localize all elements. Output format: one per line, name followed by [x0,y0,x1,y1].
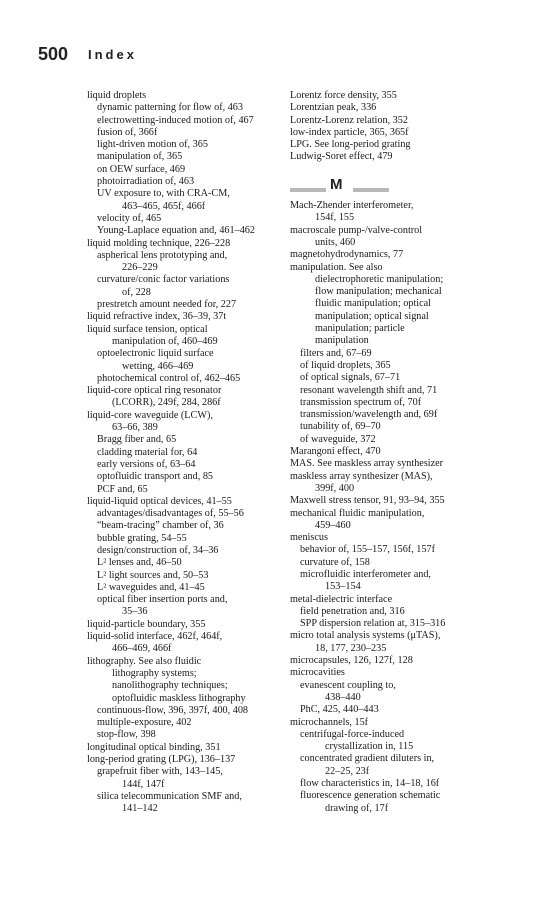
index-subentry: 22–25, 23f [325,765,370,777]
index-subentry: drawing of, 17f [325,802,389,814]
section-rule-left [290,188,326,192]
index-entries-m [290,200,505,815]
index-entry: liquid-particle boundary, 355 [87,618,206,630]
index-subentry: lithography systems; [112,667,197,679]
index-subentry: field penetration and, 316 [300,605,405,617]
index-subentry: fluidic manipulation; optical [315,298,431,310]
index-entry: liquid surface tension, optical [87,323,208,335]
index-subentry: optical fiber insertion ports and, [97,594,228,606]
index-subentry: 399f, 400 [315,482,355,494]
index-subentry: 153–154 [325,581,361,593]
index-subentry: photoirradiation of, 463 [97,176,195,188]
index-entry: magnetohydrodynamics, 77 [290,249,404,261]
index-subentry: 154f, 155 [315,212,355,224]
index-subentry: multiple-exposure, 402 [97,717,192,729]
index-subentry: manipulation [315,335,369,347]
index-entries-l-continued [290,90,505,164]
index-subentry: manipulation of, 460–469 [112,335,218,347]
index-entry: macroscale pump-/valve-control [290,224,423,236]
index-subentry: on OEW surface, 469 [97,163,186,175]
index-subentry: 466–469, 466f [112,643,172,655]
index-subentry: of liquid droplets, 365 [300,359,391,371]
index-subentry: UV exposure to, with CRA-CM, [97,188,230,200]
index-subentry: tunability of, 69–70 [300,421,381,433]
index-entry: Mach-Zhender interferometer, [290,200,414,212]
index-subentry: centrifugal-force-induced [300,728,405,740]
index-subentry: 144f, 147f [122,778,165,790]
index-entry: mechanical fluidic manipulation, [290,507,425,519]
index-entry: microcapsules, 126, 127f, 128 [290,655,413,667]
index-subentry: microfluidic interferometer and, [300,568,431,580]
index-subentry: bubble grating, 54–55 [97,532,187,544]
index-entry: Lorentzian peak, 336 [290,102,377,114]
index-subentry: of optical signals, 67–71 [300,372,401,384]
index-entry: MAS. See maskless array synthesizer [290,458,444,470]
index-subentry: prestretch amount needed for, 227 [97,299,237,311]
index-subentry: 226–229 [122,262,158,274]
index-subentry: behavior of, 155–157, 156f, 157f [300,544,435,556]
page-number: 500 [38,44,69,64]
section-heading [290,176,505,198]
index-subentry: L² lenses and, 46–50 [97,557,182,569]
index-subentry: fluorescence generation schematic [300,790,441,802]
index-subentry: grapefruit fiber with, 143–145, [97,766,223,778]
index-subentry: manipulation; particle [315,323,405,335]
index-subentry: manipulation; optical signal [315,310,429,322]
index-subentry: electrowetting-induced motion of, 467 [97,114,254,126]
index-subentry: nanolithography techniques; [112,680,228,692]
index-subentry: silica telecommunication SMF and, [97,790,242,802]
section-spacer [290,164,505,176]
index-subentry: 459–460 [315,519,351,531]
index-subentry: dynamic patterning for flow of, 463 [97,102,243,114]
index-subentry: photochemical control of, 462–465 [97,372,241,384]
index-subentry: resonant wavelength shift and, 71 [300,384,438,396]
index-subentry: optofluidic transport and, 85 [97,471,214,483]
index-entry: liquid-core optical ring resonator [87,385,222,397]
index-subentry: flow manipulation; mechanical [315,286,442,298]
index-subentry: filters and, 67–69 [300,347,372,359]
index-subentry: 35–36 [122,606,148,618]
index-subentry: of, 228 [122,286,151,298]
index-subentry: (LCORR), 249f, 284, 286f [112,397,221,409]
index-subentry: flow characteristics in, 14–18, 16f [300,778,440,790]
index-entry: Marangoni effect, 470 [290,446,381,458]
index-subentry: “beam-tracing” chamber of, 36 [97,520,224,532]
section-rule-right [353,188,389,192]
index-subentry: curvature of, 158 [300,556,370,568]
section-letter: M [330,176,343,194]
index-entry: manipulation. See also [290,261,383,273]
index-subentry: of waveguide, 372 [300,433,376,445]
index-entry: Ludwig-Soret effect, 479 [290,151,393,163]
index-subentry: velocity of, 465 [97,212,162,224]
index-subentry: 18, 177, 230–235 [315,642,387,654]
index-column-right [290,90,505,815]
index-subentry: L² light sources and, 50–53 [97,569,209,581]
index-subentry: advantages/disadvantages of, 55–56 [97,508,244,520]
index-column-left [87,90,277,816]
index-subentry: units, 460 [315,236,356,248]
index-subentry: optoelectronic liquid surface [97,348,214,360]
index-subentry: curvature/conic factor variations [97,274,230,286]
index-entry: Lorentz force density, 355 [290,90,397,101]
index-subentry: wetting, 466–469 [122,360,194,372]
index-subentry: design/construction of, 34–36 [97,544,219,556]
index-entry: metal-dielectric interface [290,593,393,605]
index-subentry: 438–440 [325,691,361,703]
index-entry: liquid-core waveguide (LCW), [87,409,213,421]
index-subentry: concentrated gradient diluters in, [300,753,435,765]
running-title: Index [88,47,137,62]
index-subentry: transmission spectrum of, 70f [300,396,422,408]
index-subentry: transmission/wavelength and, 69f [300,409,438,421]
index-subentry: light-driven motion of, 365 [97,139,208,151]
index-entry: liquid refractive index, 36–39, 37t [87,311,227,323]
index-entry: LPG. See long-period grating [290,139,411,151]
index-entry: long-period grating (LPG), 136–137 [87,754,236,766]
index-subentry: optofluidic maskless lithography [112,692,246,704]
index-subentry: fusion of, 366f [97,126,158,138]
index-subentry: stop-flow, 398 [97,729,156,741]
index-subentry: PCF and, 65 [97,483,148,495]
index-entry: liquid-solid interface, 462f, 464f, [87,631,223,643]
index-subentry: PhC, 425, 440–443 [300,704,379,716]
index-subentry: dielectrophoretic manipulation; [315,273,444,285]
index-subentry: 63–66, 389 [112,422,158,434]
index-subentry: early versions of, 63–64 [97,458,196,470]
index-subentry: manipulation of, 365 [97,151,183,163]
index-entry: liquid droplets [87,90,147,101]
index-entry: lithography. See also fluidic [87,655,202,667]
index-entry: microchannels, 15f [290,716,369,728]
index-subentry: SPP dispersion relation at, 315–316 [300,618,446,630]
index-subentry: Young-Laplace equation and, 461–462 [97,225,255,237]
index-subentry: cladding material for, 64 [97,446,198,458]
index-subentry: crystallization in, 115 [325,741,414,753]
index-subentry: L² waveguides and, 41–45 [97,581,205,593]
index-subentry: continuous-flow, 396, 397f, 400, 408 [97,704,249,716]
index-entry: liquid molding technique, 226–228 [87,237,231,249]
index-subentry: 463–465, 465f, 466f [122,200,206,212]
index-entry: low-index particle, 365, 365f [290,126,409,138]
index-subentry: aspherical lens prototyping and, [97,249,228,261]
index-subentry: Bragg fiber and, 65 [97,434,177,446]
index-entry: maskless array synthesizer (MAS), [290,470,433,482]
index-entry: liquid-liquid optical devices, 41–55 [87,495,232,507]
index-entry: microcavities [290,667,345,679]
index-subentry: 141–142 [122,803,158,815]
index-entry: Lorentz-Lorenz relation, 352 [290,114,408,126]
index-entry: micro total analysis systems (μTAS), [290,630,441,642]
index-subentry: evanescent coupling to, [300,679,396,691]
index-entry: longitudinal optical binding, 351 [87,741,221,753]
index-entry: meniscus [290,532,328,544]
index-entry: Maxwell stress tensor, 91, 93–94, 355 [290,495,445,507]
